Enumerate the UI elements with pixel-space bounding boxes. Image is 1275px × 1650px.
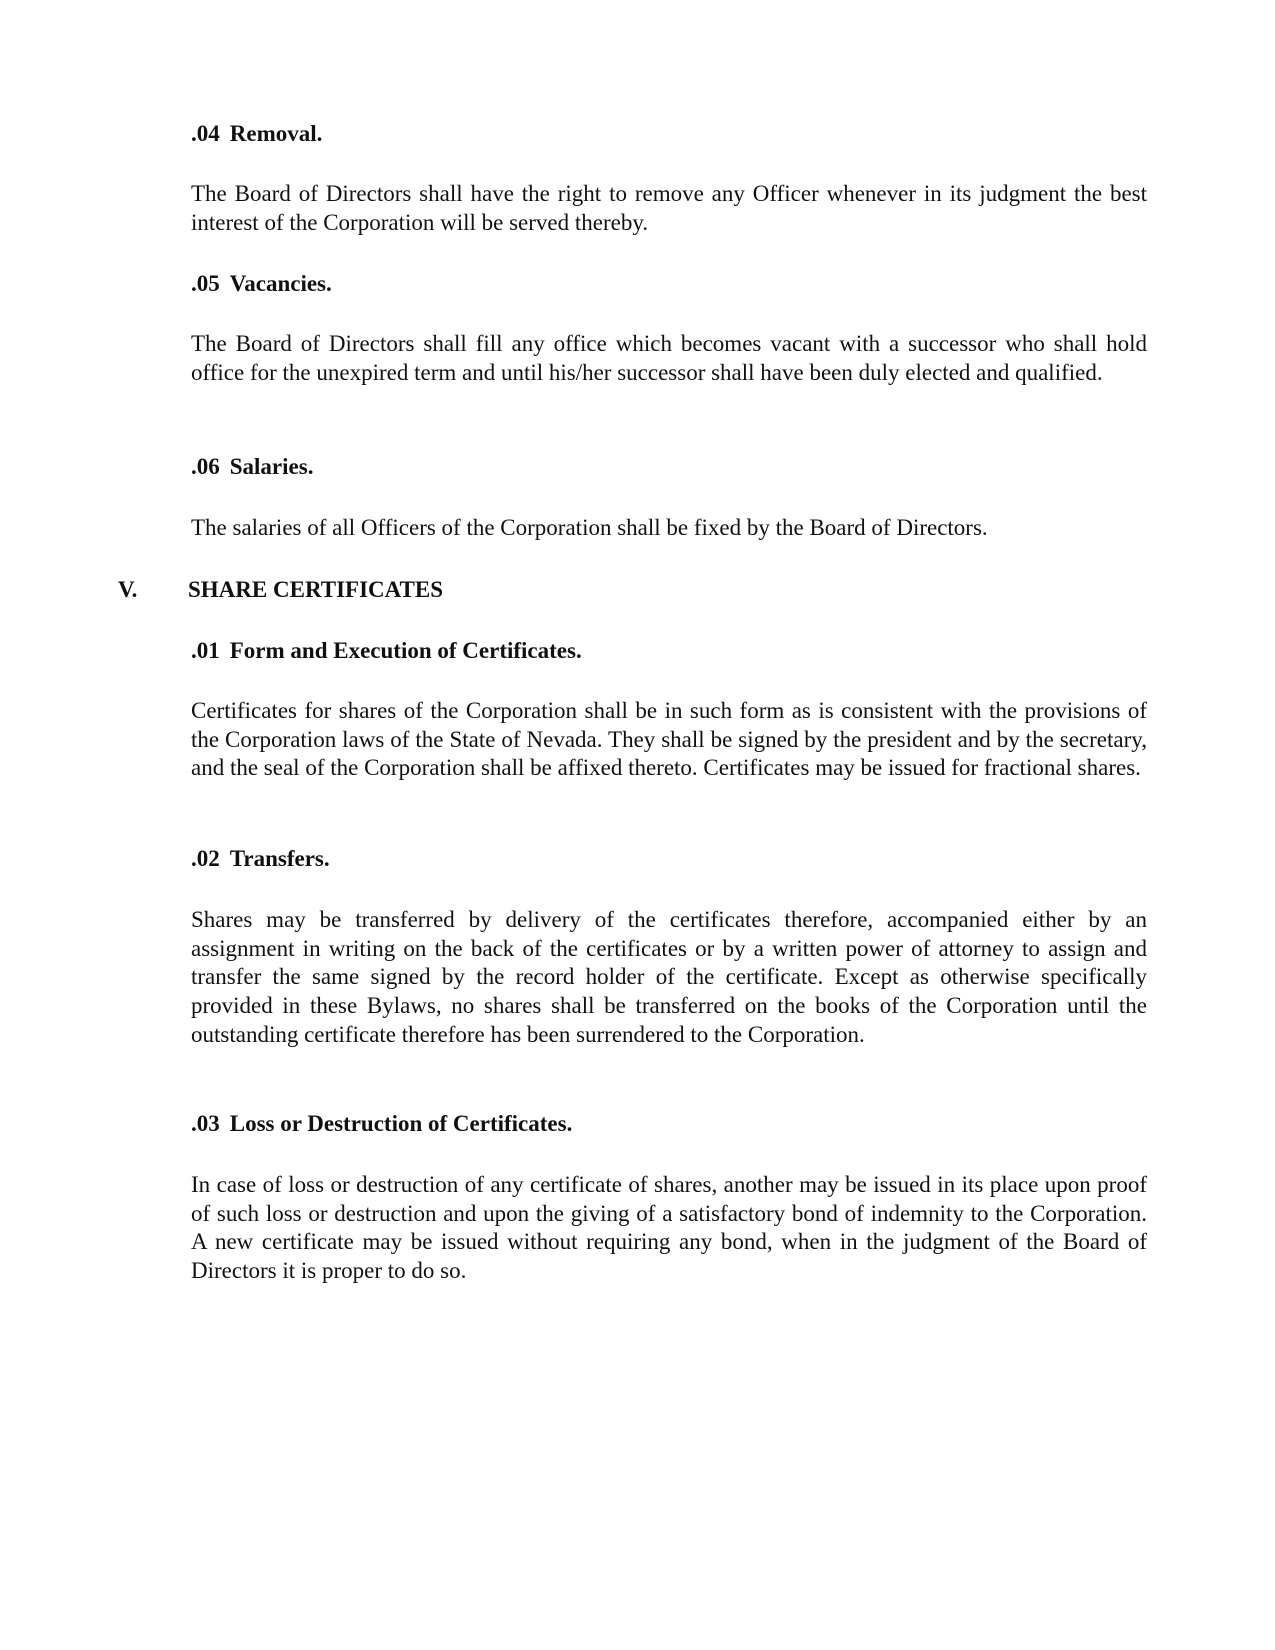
section-body-loss-destruction: In case of loss or destruction of any certificate of shares, another may be issued in its place upon proof of such loss or destruction and upon the giving of a satisfactory bond of indemnity to the Corporation. A new certificate may be issued without requiring any bond, when in the judgment of the Board of Directors it is proper to do so. xyxy=(191,1172,1147,1284)
article-heading xyxy=(118,576,443,604)
section-heading-form-execution xyxy=(191,637,582,665)
section-number: .04 xyxy=(191,121,220,146)
section-number: .05 xyxy=(191,271,220,296)
section-title: Transfers. xyxy=(229,846,330,871)
section-heading-loss-destruction xyxy=(191,1110,572,1138)
section-heading-removal xyxy=(191,120,322,148)
section-number: .02 xyxy=(191,846,220,871)
section-title: Vacancies. xyxy=(229,271,332,296)
section-body-vacancies: The Board of Directors shall fill any office which becomes vacant with a successor who shall hold office for the unexpired term and until his/her successor shall have been duly elected and qualified. xyxy=(191,331,1147,385)
section-body-form-execution: Certificates for shares of the Corporation shall be in such form as is consistent with the provisions of the Corporation laws of the State of Nevada. They shall be signed by the president and by the secretary, and the seal of the Corporation shall be affixed thereto. Certificates may be issued for fractional shares. xyxy=(191,698,1147,781)
section-number: .01 xyxy=(191,638,220,663)
section-body-transfers: Shares may be transferred by delivery of the certificates therefore, accompanied either by an assignment in writing on the back of the certificates or by a written power of attorney to assign and transfer the same signed by the record holder of the certificate. Except as otherwise specifically provided in these Bylaws, no shares shall be transferred on the books of the Corporation until the outstanding certificate therefore has been surrendered to the Corporation. xyxy=(191,907,1147,1047)
section-title: Form and Execution of Certificates. xyxy=(229,638,582,663)
section-body-removal: The Board of Directors shall have the right to remove any Officer whenever in its judgment the best interest of the Corporation will be served thereby. xyxy=(191,181,1147,235)
section-body-salaries: The salaries of all Officers of the Corporation shall be fixed by the Board of Directors. xyxy=(191,515,988,540)
section-heading-salaries xyxy=(191,453,313,481)
section-heading-vacancies xyxy=(191,270,332,298)
section-heading-transfers xyxy=(191,845,330,873)
section-number: .06 xyxy=(191,454,220,479)
article-title: SHARE CERTIFICATES xyxy=(188,577,444,602)
section-title: Removal. xyxy=(229,121,323,146)
section-number: .03 xyxy=(191,1111,220,1136)
section-title: Salaries. xyxy=(229,454,314,479)
section-title: Loss or Destruction of Certificates. xyxy=(229,1111,573,1136)
article-numeral: V. xyxy=(118,577,138,602)
